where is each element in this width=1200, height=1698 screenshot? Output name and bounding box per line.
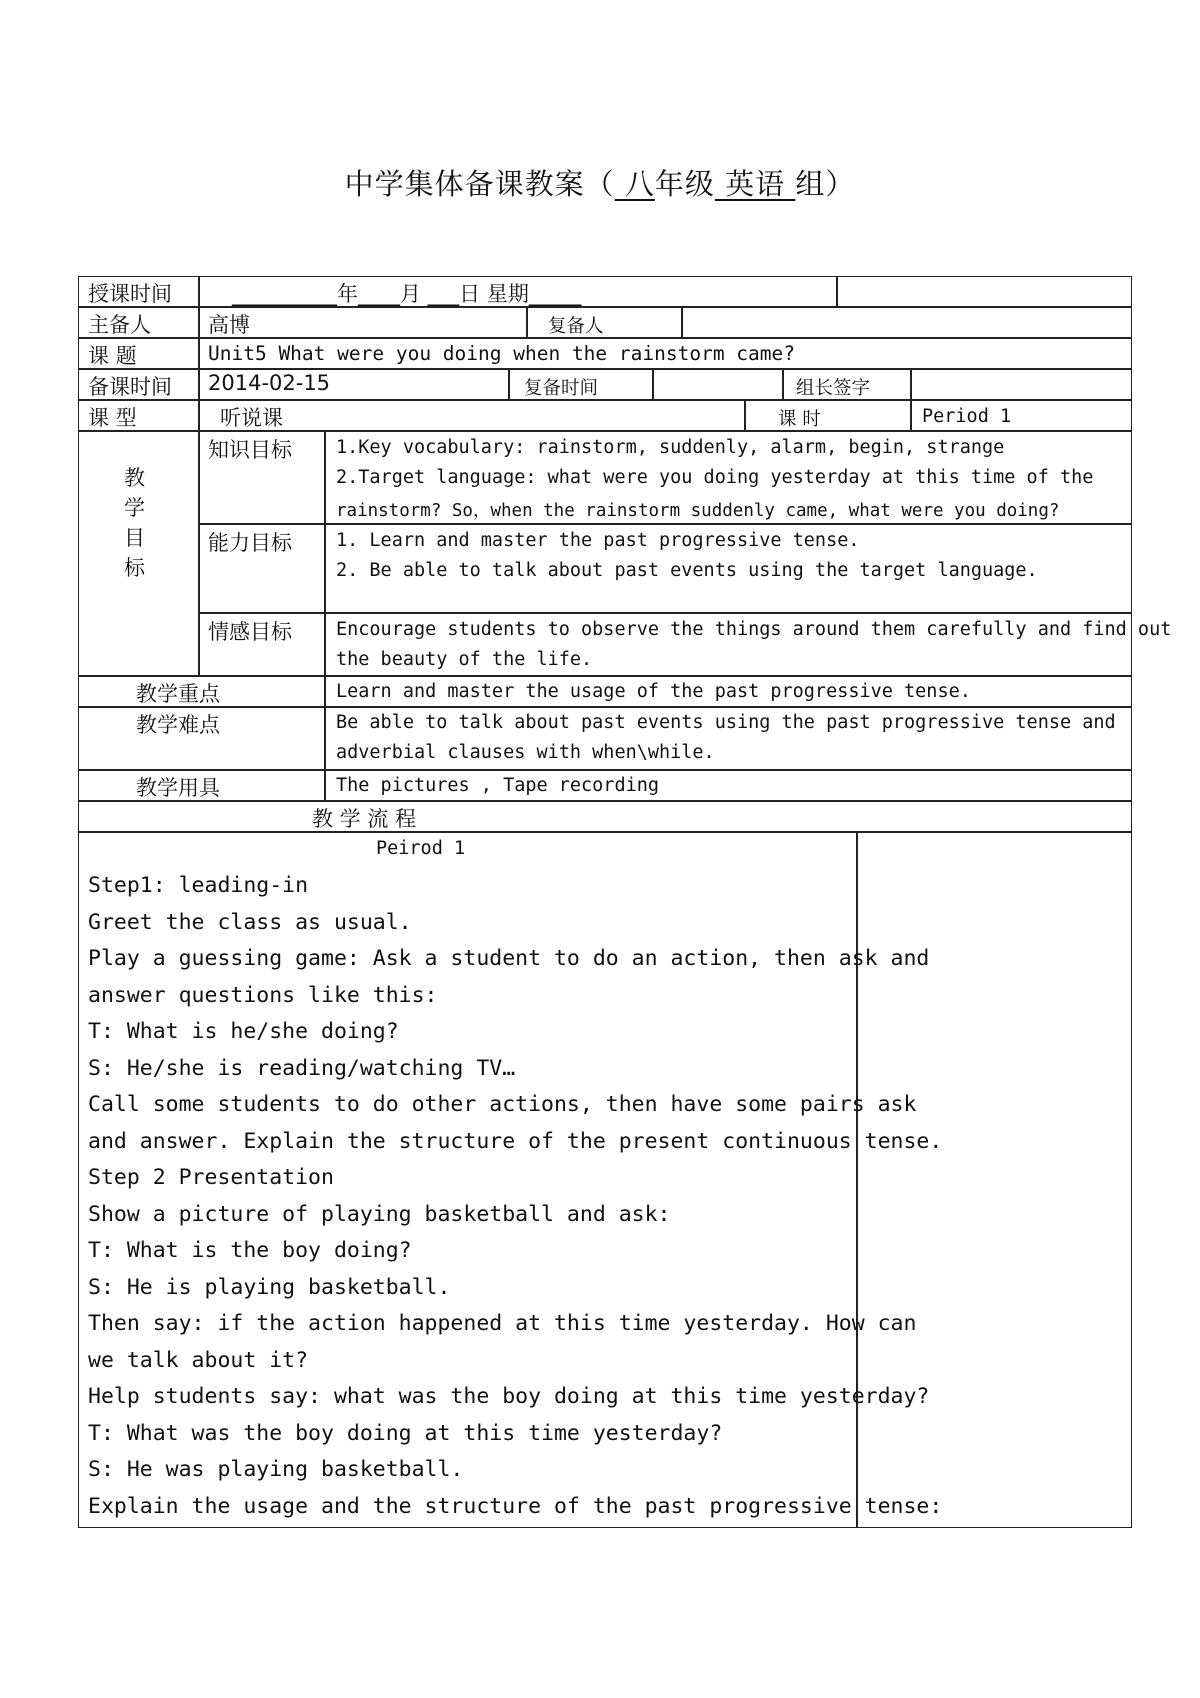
title-grade-suffix: 年级 xyxy=(654,167,715,201)
prep-time-label: 备课时间 xyxy=(88,375,172,399)
process-line: we talk about it? xyxy=(88,1347,309,1373)
ability-line-1: 1. Learn and master the past progressive tense. xyxy=(336,530,860,551)
process-line: Explain the usage and the structure of the past progressive tense: xyxy=(88,1493,943,1519)
process-line: T: What is he/she doing? xyxy=(88,1019,399,1044)
ability-label: 能力目标 xyxy=(208,531,292,555)
prep-time-value: 2014-02-15 xyxy=(208,371,331,395)
objectives-label-1: 教 xyxy=(124,466,145,490)
key-points-value: Learn and master the usage of the past progressive tense. xyxy=(336,681,971,702)
process-line: S: He is playing basketball. xyxy=(88,1274,451,1300)
objectives-label-4: 标 xyxy=(124,556,145,580)
process-line: T: What was the boy doing at this time yesterday? xyxy=(88,1420,723,1446)
emotion-line-2: the beauty of the life. xyxy=(336,649,593,670)
knowledge-label: 知识目标 xyxy=(208,438,292,462)
process-line: S: He/she is reading/watching TV… xyxy=(88,1055,516,1081)
process-line: Show a picture of playing basketball and ask: xyxy=(88,1201,671,1227)
process-line: Step1: leading-in xyxy=(88,873,309,898)
ability-line-2: 2. Be able to talk about past events using the target language. xyxy=(336,560,1038,581)
period-heading: Peirod 1 xyxy=(376,838,466,859)
objectives-label-3: 目 xyxy=(124,526,145,550)
period-label: 课 时 xyxy=(778,409,821,430)
process-line: S: He was playing basketball. xyxy=(88,1457,464,1482)
author-value: 高博 xyxy=(208,313,250,337)
type-label: 课 型 xyxy=(88,406,137,430)
tools-value: The pictures , Tape recording xyxy=(336,775,660,796)
process-line: Call some students to do other actions, then have some pairs ask xyxy=(88,1092,917,1117)
process-line: Then say: if the action happened at this time yesterday. How can xyxy=(88,1311,917,1336)
difficulties-label: 教学难点 xyxy=(136,713,220,737)
lesson-plan-table xyxy=(78,276,1172,1528)
process-line: Greet the class as usual. xyxy=(88,909,412,935)
process-line: Help students say: what was the boy doing at this time yesterday? xyxy=(88,1384,930,1409)
author-label: 主备人 xyxy=(88,313,151,337)
date-fill-line: __________年____月 ___日 星期_____ xyxy=(232,282,582,306)
process-steps xyxy=(88,868,942,1525)
process-heading: 教 学 流 程 xyxy=(312,807,417,831)
tools-label: 教学用具 xyxy=(136,776,220,800)
knowledge-line-3: rainstorm? So，when the rainstorm suddenly came, what were you doing? xyxy=(336,501,1060,521)
knowledge-line-2: 2.Target language: what were you doing yesterday at this time of the xyxy=(336,467,1094,488)
topic-label: 课 题 xyxy=(88,344,137,368)
co-author-label: 复备人 xyxy=(548,316,604,337)
title-group: 组） xyxy=(795,167,856,201)
knowledge-line-1: 1.Key vocabulary: rainstorm, suddenly, alarm, begin, strange xyxy=(336,437,1005,458)
leader-sign-label: 组长签字 xyxy=(796,378,871,399)
title-prefix: 中学集体备课教案（ xyxy=(344,167,615,201)
difficulties-line-1: Be able to talk about past events using the past progressive tense and xyxy=(336,712,1116,733)
title-grade: 八 xyxy=(614,167,655,201)
process-line: Play a guessing game: Ask a student to do an action, then ask and xyxy=(88,946,930,971)
emotion-line-1: Encourage students to observe the things around them carefully and find out xyxy=(336,619,1172,640)
date-label: 授课时间 xyxy=(88,282,172,306)
process-line: and answer. Explain the structure of the present continuous tense. xyxy=(88,1128,943,1154)
process-line: T: What is the boy doing? xyxy=(88,1238,412,1263)
period-value: Period 1 xyxy=(922,406,1012,427)
page-title xyxy=(0,162,1200,203)
key-points-label: 教学重点 xyxy=(136,682,220,706)
topic-value: Unit5 What were you doing when the rainstorm came? xyxy=(208,342,795,365)
difficulties-line-2: adverbial clauses with when\while. xyxy=(336,742,715,763)
emotion-label: 情感目标 xyxy=(208,620,292,644)
process-line: answer questions like this: xyxy=(88,982,438,1008)
type-value: 听说课 xyxy=(220,406,283,430)
objectives-label-2: 学 xyxy=(124,496,145,520)
re-prep-label: 复备时间 xyxy=(524,378,599,399)
process-line: Step 2 Presentation xyxy=(88,1165,334,1190)
title-subject: 英语 xyxy=(714,167,796,201)
